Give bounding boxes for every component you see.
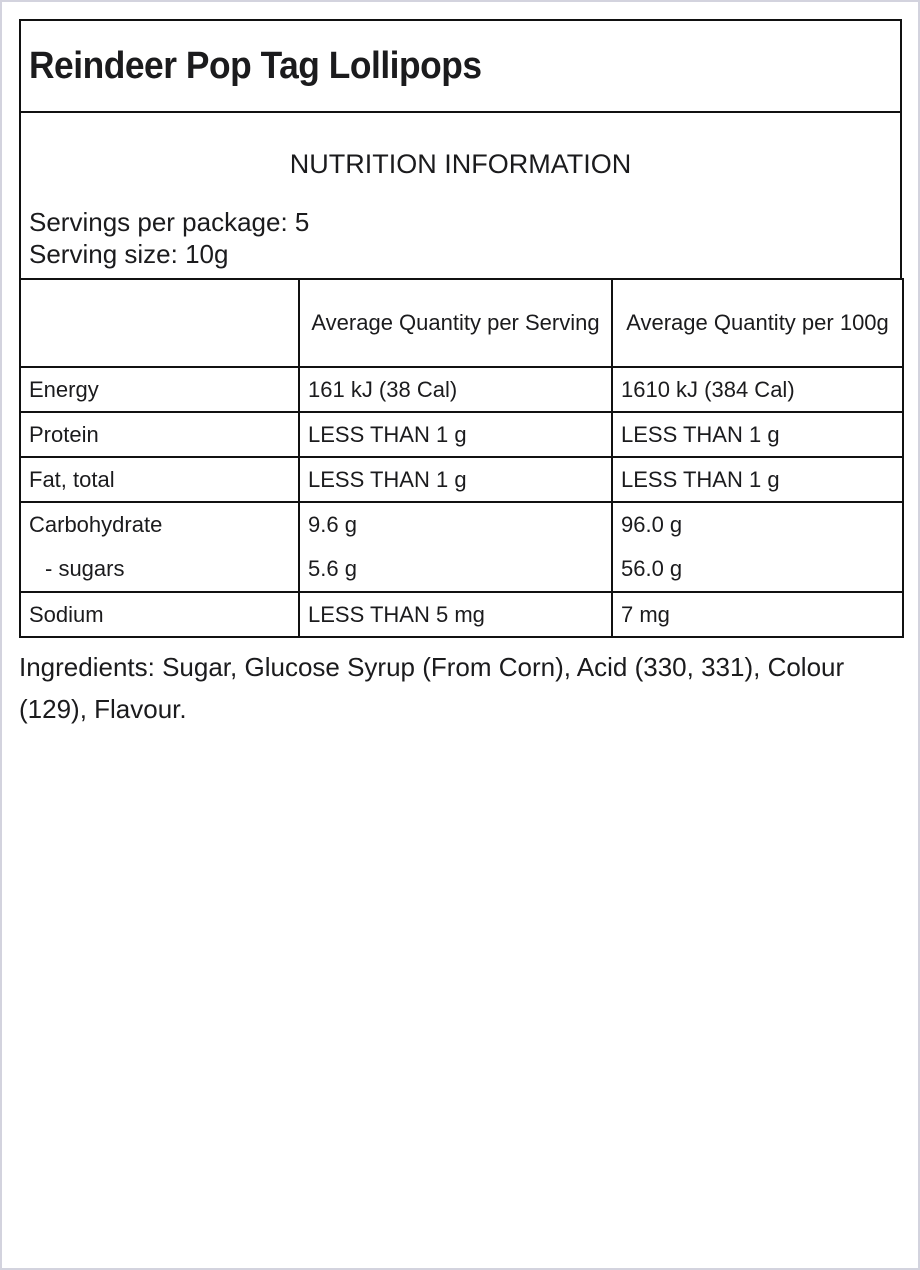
nutrition-table: [19, 278, 904, 638]
servings-per-package: Servings per package: 5: [29, 207, 310, 237]
table-row-protein: [20, 412, 903, 457]
servings-block: [29, 206, 309, 270]
per-serving-value: LESS THAN 1 g: [299, 412, 612, 457]
nutrition-panel: [19, 19, 902, 730]
ingredients-text: Ingredients: Sugar, Glucose Syrup (From Corn), Acid (330, 331), Colour (129), Flavour.: [19, 652, 845, 724]
sugars-per-100g: 56.0 g: [621, 556, 683, 581]
product-title: Reindeer Pop Tag Lollipops: [29, 44, 482, 87]
per-serving-value: LESS THAN 1 g: [299, 457, 612, 502]
per-100g-value: 1610 kJ (384 Cal): [612, 367, 903, 412]
table-row-energy: [20, 367, 903, 412]
nutrient-name: Energy: [20, 367, 299, 412]
per-serving-value: LESS THAN 5 mg: [299, 592, 612, 637]
per-100g-value: 7 mg: [612, 592, 903, 637]
carbohydrate-per-100g: 96.0 g: [621, 512, 683, 537]
carbohydrate-per-serving: 9.6 g: [308, 512, 357, 537]
nutrient-name: Sodium: [20, 592, 299, 637]
nutrition-heading: NUTRITION INFORMATION: [289, 149, 632, 179]
nutrition-info-box: [19, 111, 902, 278]
per-serving-value: [299, 502, 612, 592]
header-per-100g: Average Quantity per 100g: [612, 279, 903, 367]
nutrient-name: [20, 502, 299, 592]
header-nutrient: [20, 279, 299, 367]
sugars-per-serving: 5.6 g: [308, 556, 357, 581]
table-row-fat: [20, 457, 903, 502]
title-box: [19, 19, 902, 111]
carbohydrate-label: Carbohydrate: [29, 512, 163, 537]
serving-size: Serving size: 10g: [29, 239, 229, 269]
nutrient-name: Fat, total: [20, 457, 299, 502]
per-serving-value: 161 kJ (38 Cal): [299, 367, 612, 412]
header-per-serving: Average Quantity per Serving: [299, 279, 612, 367]
nutrient-name: Protein: [20, 412, 299, 457]
per-100g-value: LESS THAN 1 g: [612, 457, 903, 502]
per-100g-value: [612, 502, 903, 592]
table-row-sodium: [20, 592, 903, 637]
per-100g-value: LESS THAN 1 g: [612, 412, 903, 457]
sugars-label: - sugars: [45, 556, 125, 581]
table-row-carbohydrate: [20, 502, 903, 592]
table-header-row: [20, 279, 903, 367]
